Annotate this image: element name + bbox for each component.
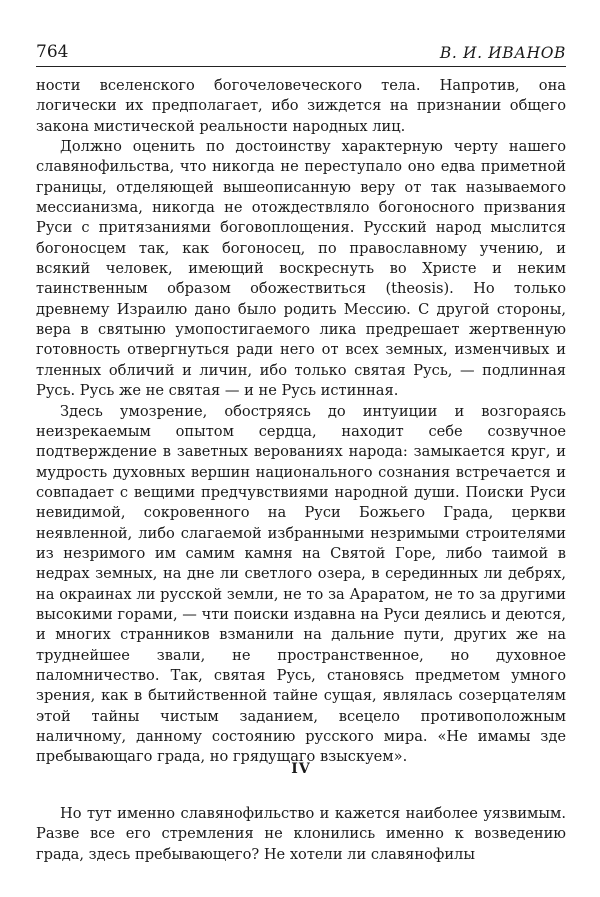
paragraph-invisible-rus: Здесь умозрение, обостряясь до интуиции и возгораясь неизрекаемым опытом сердца, находит себе созвучное подтверждение в заветных верованиях народа: замыкается круг, и мудрость духовных вершин национального сознания встречается и совпадает с вещими предчувствиями народной души. Поиски Руси невидимой, сокровенного на Руси Божьего Града, церкви неявленной, либо слагаемой избранными незримыми строителями из незримого им самим камня на Святой Горе, либо таимой в недрах земных, на дне ли светлого озера, в серединных ли дебрях, на окраинах ли русской земли, не то за Араратом, не то за другими высокими горами, — чти поиски издавна на Руси деялись и деются, и многих странников взманили на дальние пути, других же на труднейшее звали, не пространственное, но духовное паломничество. Так, святая Русь, становясь предметом умного зрения, как в бытийственной тайне сущая, являлась созерцателям этой тайны чистым заданием, всецело противоположным наличному, данному состоянию русского мира. «Не имамы зде пребывающаго града, но грядущаго взыскуем». [36, 402, 566, 766]
section-heading: IV [291, 761, 311, 777]
page-number: 764 [36, 42, 69, 62]
page-header [36, 36, 566, 67]
section-text-block [36, 804, 566, 865]
paragraph-continuation: ности вселенского богочеловеческого тела. Напротив, она логически их предполагает, ибо зиждется на признании общего закона мистической реальности народных лиц. [36, 77, 566, 135]
main-text-block [36, 76, 566, 768]
running-head-author: В. И. ИВАНОВ [439, 44, 566, 62]
paragraph-section-start: Но тут именно славянофильство и кажется наиболее уязвимым. Разве все его стремления не клонились именно к возведению града, здесь пребывающего? Не хотели ли славянофилы [36, 805, 566, 863]
paragraph-slavophilism-messianism: Должно оценить по достоинству характерную черту нашего славянофильства, что никогда не переступало оно едва приметной границы, отделяющей вышеописанную веру от так называемого мессианизма, никогда не отождествляло богоносного призвания Руси с притязаниями боговоплощения. Русский народ мыслится богоносцем так, как богоносец, по православному учению, и всякий человек, имеющий воскреснуть во Христе и неким таинственным образом обожествиться (theosis). Но только древнему Израилю дано было родить Мессию. С другой стороны, вера в святыню умопостигаемого лика предрешает жертвенную готовность отвергнуться ради него от всех земных, изменчивых и тленных обличий и личин, ибо только святая Русь, — подлинная Русь. Русь же не святая — и не Русь истинная. [36, 138, 566, 400]
